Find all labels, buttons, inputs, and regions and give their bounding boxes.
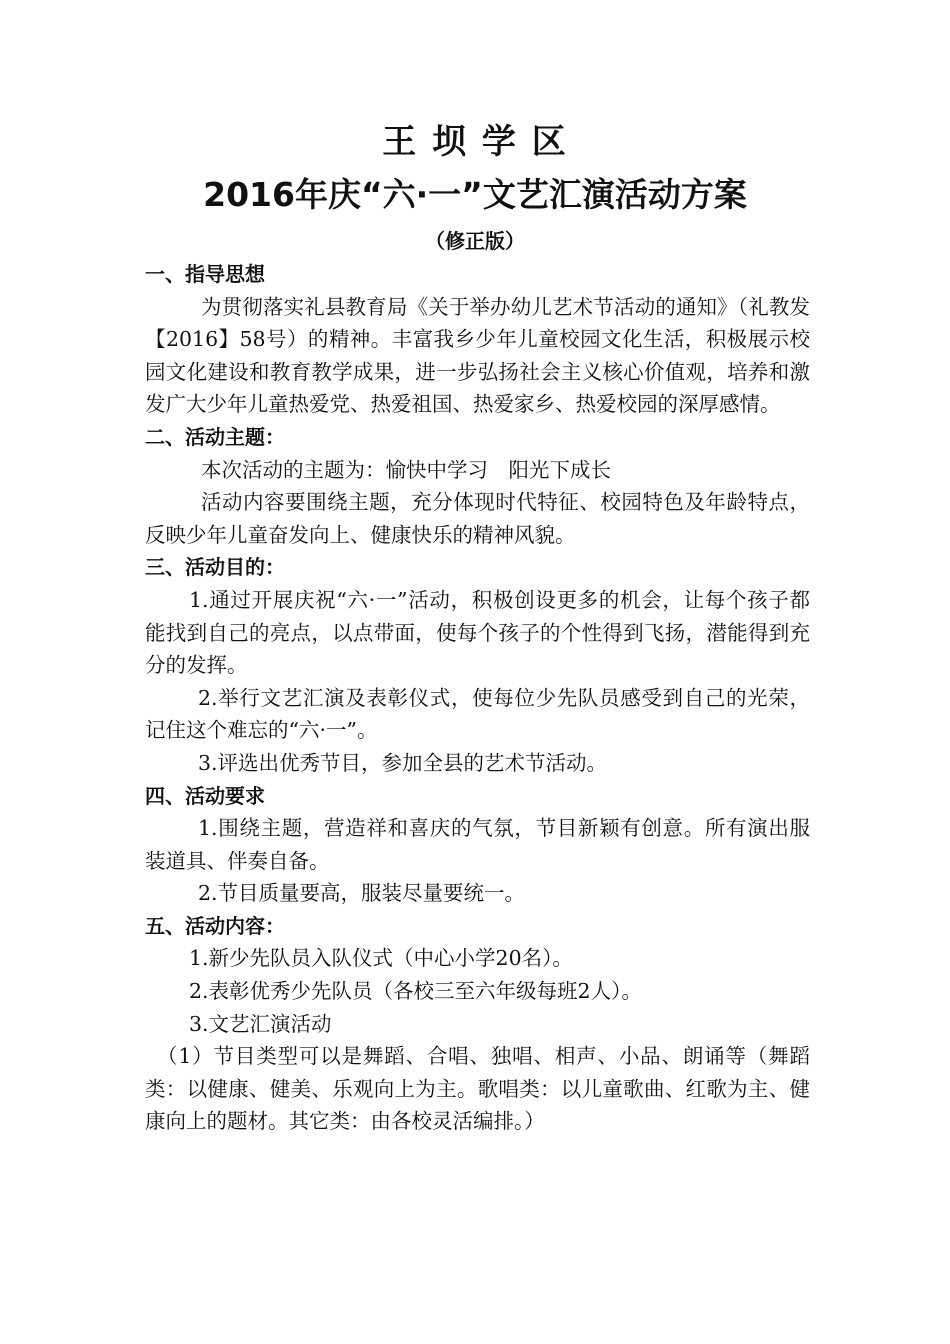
section-paragraph: 1.新少先队员入队仪式（中心小学20名）。 bbox=[189, 946, 573, 971]
section-heading-guiding-thought: 一、指导思想 bbox=[145, 262, 265, 286]
section-paragraph: （1）节目类型可以是舞蹈、合唱、独唱、相声、小品、朗诵等（舞蹈类：以健康、健美、乐观向上为主。歌唱类：以儿童歌曲、红歌为主、健康向上的题材。其它类：由各校灵活编排。） bbox=[145, 1044, 810, 1134]
section-heading-content: 五、活动内容： bbox=[145, 913, 285, 938]
section-paragraph: 1.围绕主题，营造祥和喜庆的气氛，节目新颖有创意。所有演出服装道具、伴奏自备。 bbox=[145, 816, 810, 873]
section-heading-theme: 二、活动主题： bbox=[145, 424, 285, 449]
document-subtitle: （修正版） bbox=[425, 229, 525, 253]
section-heading-requirements: 四、活动要求 bbox=[145, 783, 265, 808]
section-paragraph: 3.评选出优秀节目，参加全县的艺术节活动。 bbox=[198, 750, 608, 775]
section-paragraph: 为贯彻落实礼县教育局《关于举办幼儿艺术节活动的通知》（礼教发【2016】58号）的精神。丰富我乡少年儿童校园文化生活，积极展示校园文化建设和教育教学成果，进一步弘扬社会主义核心价值观，培养和激发广大少年儿童热爱党、热爱祖国、热爱家乡、热爱校园的深厚感情。 bbox=[145, 294, 810, 417]
section-paragraph: 3.文艺汇演活动 bbox=[189, 1011, 332, 1036]
section-paragraph: 本次活动的主题为：愉快中学习 阳光下成长 bbox=[201, 457, 611, 482]
document-heading: 2016年庆“六·一”文艺汇演活动方案 bbox=[203, 175, 747, 214]
document-body bbox=[145, 258, 810, 1138]
section-paragraph: 2.表彰优秀少先队员（各校三至六年级每班2人）。 bbox=[189, 979, 642, 1004]
section-paragraph: 2.举行文艺汇演及表彰仪式，使每位少先队员感受到自己的光荣，记住这个难忘的“六·一”。 bbox=[145, 685, 810, 743]
document-title: 王 坝 学 区 bbox=[382, 122, 568, 162]
section-paragraph: 活动内容要围绕主题，充分体现时代特征、校园特色及年龄特点，反映少年儿童奋发向上、健康快乐的精神风貌。 bbox=[145, 490, 810, 547]
section-paragraph: 2.节目质量要高，服装尽量要统一。 bbox=[198, 881, 526, 906]
section-paragraph: 1.通过开展庆祝“六·一”活动，积极创设更多的机会，让每个孩子都能找到自己的亮点，以点带面，使每个孩子的个性得到飞扬，潜能得到充分的发挥。 bbox=[145, 587, 810, 678]
section-heading-purpose: 三、活动目的： bbox=[145, 555, 285, 580]
